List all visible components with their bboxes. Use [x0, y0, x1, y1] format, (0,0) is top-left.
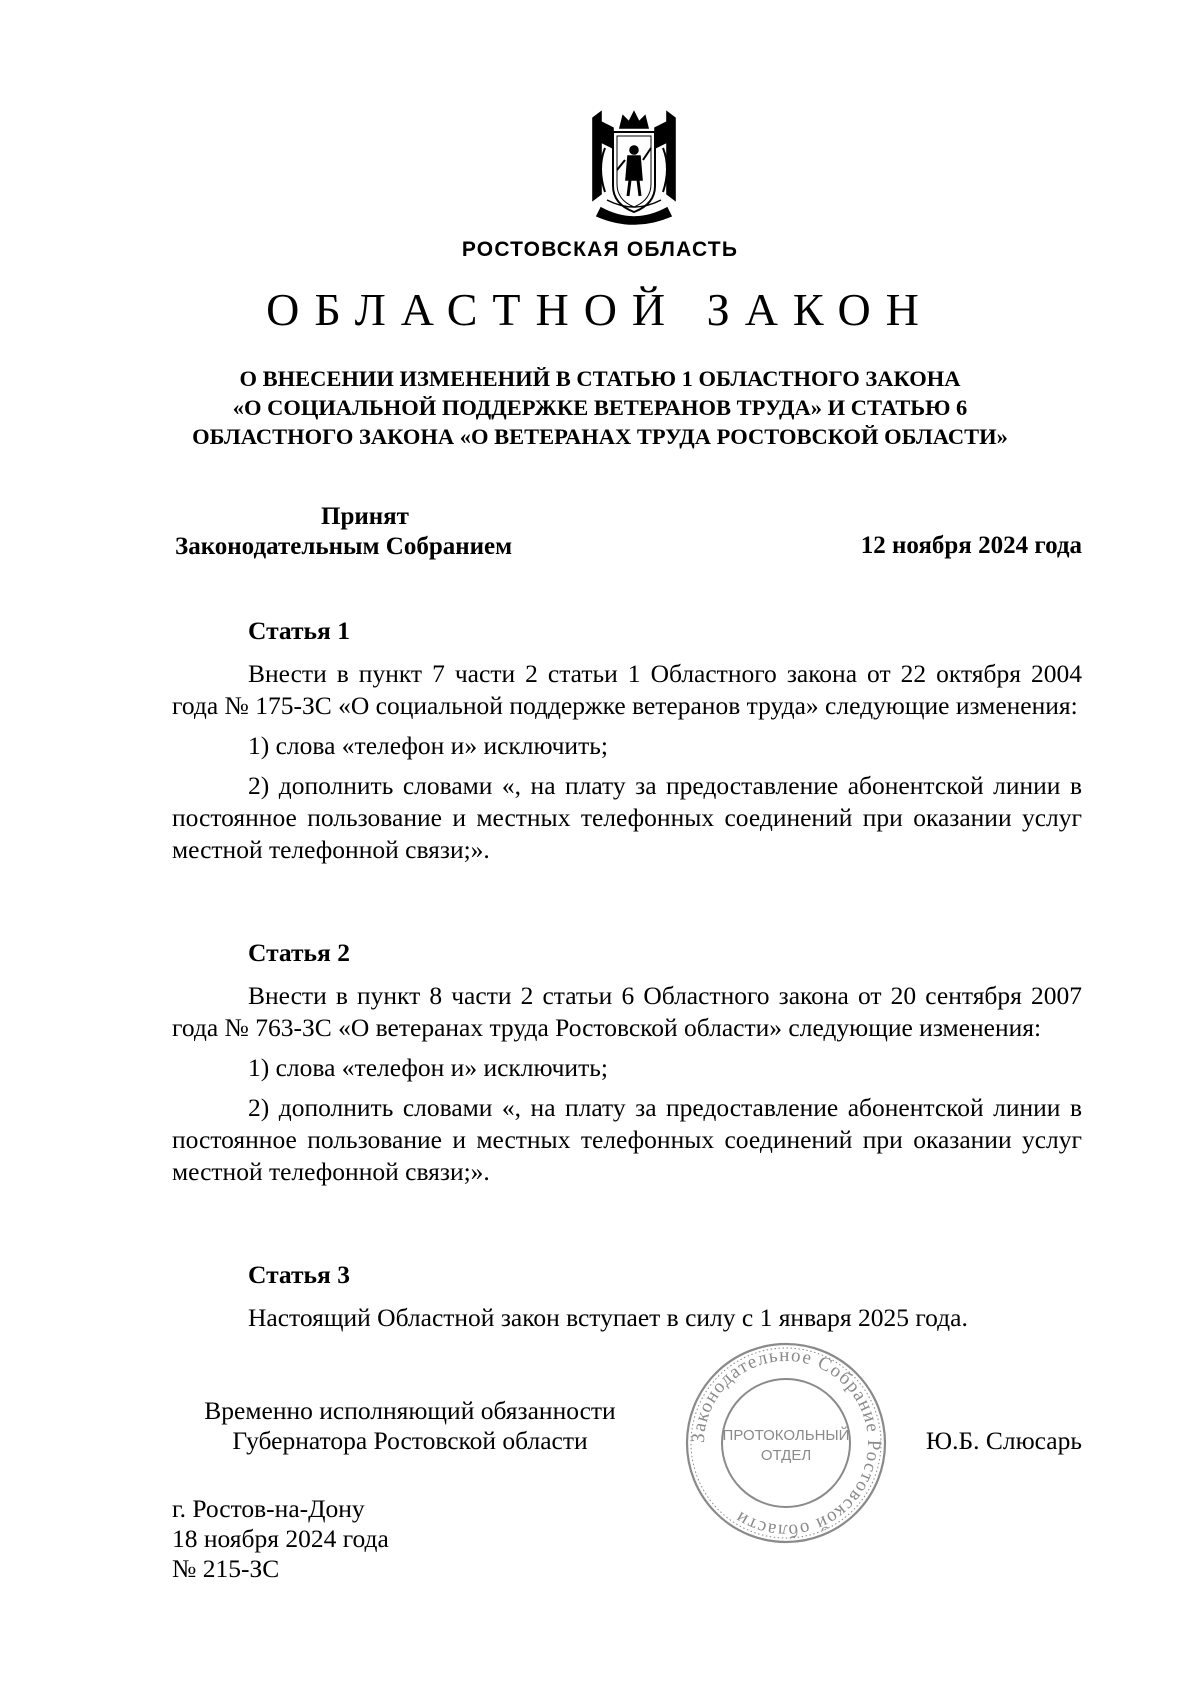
issue-details: [172, 1494, 389, 1584]
law-number: № 215-ЗС: [172, 1554, 280, 1583]
article-heading: Статья 1: [248, 616, 350, 645]
adopted-by: [175, 502, 575, 562]
article-1-body: [172, 658, 1082, 874]
law-subject-title: [150, 364, 1050, 451]
adoption-date: 12 ноября 2024 года: [860, 532, 1082, 559]
signatory-name: Ю.Б. Слюсарь: [925, 1426, 1082, 1455]
subject-line: О ВНЕСЕНИИ ИЗМЕНЕНИЙ В СТАТЬЮ 1 ОБЛАСТНОГО ЗАКОНА: [239, 366, 961, 391]
article-item: 1) слова «телефон и» исключить;: [248, 731, 608, 760]
article-heading: Статья 3: [248, 1260, 350, 1289]
official-stamp: [683, 1340, 889, 1546]
signatory-position: [160, 1396, 660, 1456]
issue-city: г. Ростов-на-Дону: [172, 1494, 365, 1523]
stamp-inner-text: ПРОТОКОЛЬНЫЙ: [722, 1427, 850, 1444]
article-2-body: [172, 980, 1082, 1196]
signatory-position-line: Губернатора Ростовской области: [232, 1426, 588, 1455]
adopting-body: Законодательным Собранием: [175, 533, 513, 560]
article-paragraph: Настоящий Областной закон вступает в силу с 1 января 2025 года.: [248, 1303, 968, 1332]
subject-line: ОБЛАСТНОГО ЗАКОНА «О ВЕТЕРАНАХ ТРУДА РОСТОВСКОЙ ОБЛАСТИ»: [192, 424, 1008, 449]
document-type-title: ОБЛАСТНОЙ ЗАКОН: [266, 284, 934, 335]
article-item: 2) дополнить словами «, на плату за предоставление абонентской линии в постоянное пользование и местных телефонных соединений при оказании услуг местной телефонной связи;».: [172, 1093, 1082, 1186]
issue-date: 18 ноября 2024 года: [172, 1524, 389, 1553]
article-item: 2) дополнить словами «, на плату за предоставление абонентской линии в постоянное пользование и местных телефонных соединений при оказании услуг местной телефонной связи;».: [172, 771, 1082, 864]
subject-line: «О СОЦИАЛЬНОЙ ПОДДЕРЖКЕ ВЕТЕРАНОВ ТРУДА» И СТАТЬЮ 6: [232, 395, 968, 420]
stamp-inner-text: ОТДЕЛ: [760, 1447, 812, 1464]
adopted-label: Принят: [321, 503, 409, 530]
coat-of-arms-icon: [587, 108, 681, 232]
region-title: РОСТОВСКАЯ ОБЛАСТЬ: [461, 238, 739, 261]
article-item: 1) слова «телефон и» исключить;: [248, 1053, 608, 1082]
stamp-outer-text: Законодательное Собрание Ростовской области: [687, 1344, 885, 1542]
article-paragraph: Внести в пункт 7 части 2 статьи 1 Областного закона от 22 октября 2004 года № 175-ЗС «О социальной поддержке ветеранов труда» следующие изменения:: [172, 659, 1082, 720]
article-paragraph: Внести в пункт 8 части 2 статьи 6 Областного закона от 20 сентября 2007 года № 763-ЗС «О ветеранах труда Ростовской области» следующие изменения:: [172, 981, 1082, 1042]
article-heading: Статья 2: [248, 938, 350, 967]
article-3-body: [172, 1302, 1082, 1342]
signatory-position-line: Временно исполняющий обязанности: [204, 1396, 616, 1425]
